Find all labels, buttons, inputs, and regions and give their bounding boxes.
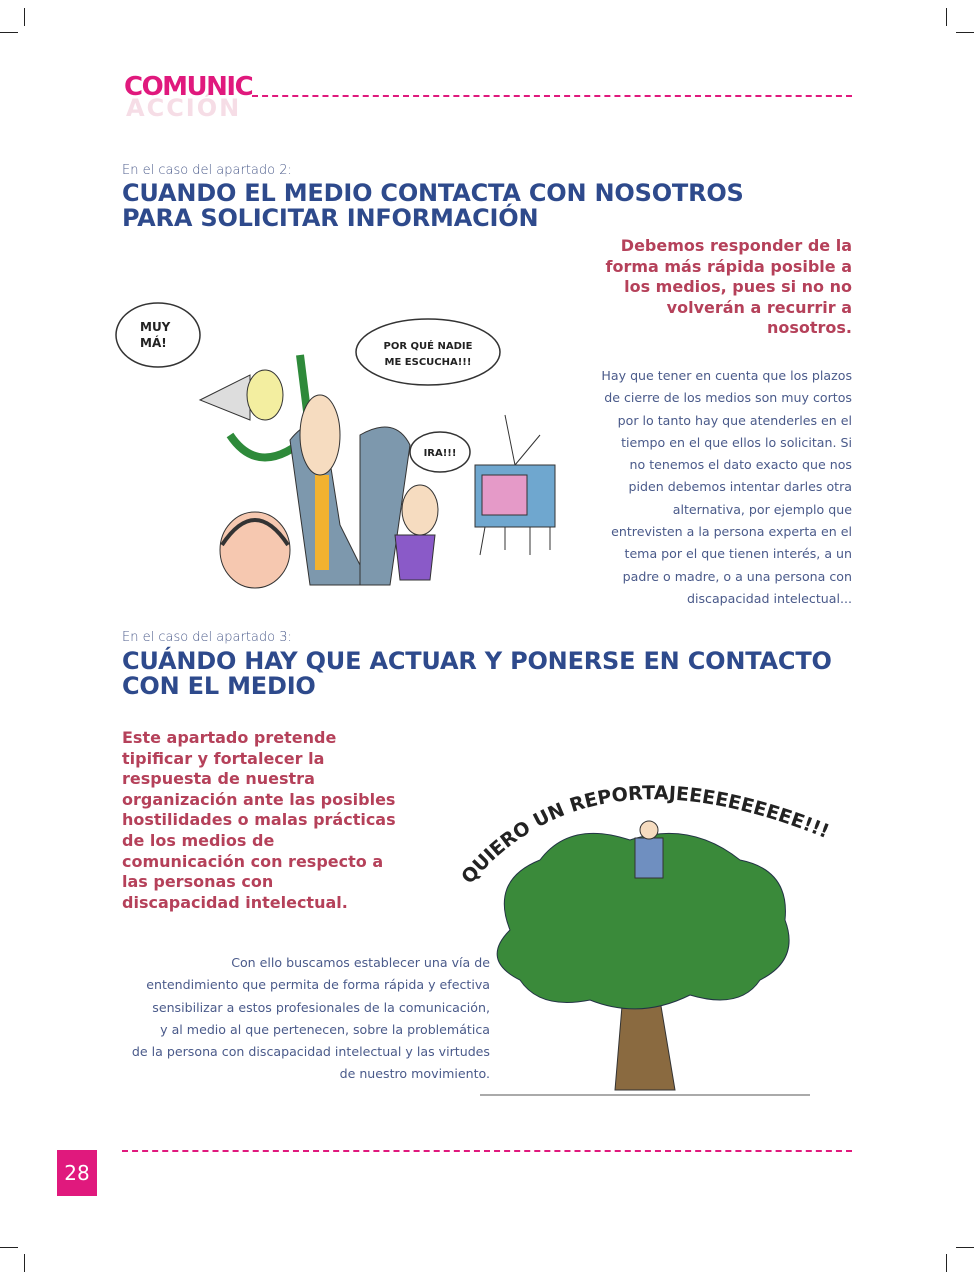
lead-line: organización ante las posibles — [122, 789, 396, 809]
body-line: discapacidad intelectual... — [686, 590, 852, 606]
crop-mark — [24, 8, 25, 26]
section2-body — [601, 365, 852, 610]
lead-line: hostilidades o malas prácticas — [122, 810, 396, 830]
section2-kicker: En el caso del apartado 2: — [122, 163, 292, 178]
section3-title — [122, 649, 832, 699]
logo-accion: ACCIÓN — [126, 94, 242, 122]
body-line: sensibilizar a estos profesionales de la comunicación, — [152, 999, 490, 1015]
lead-line: Debemos responder de la — [620, 236, 852, 255]
section2-title — [122, 181, 744, 231]
title-line: PARA SOLICITAR INFORMACIÓN — [122, 204, 539, 232]
man-in-tree — [635, 838, 663, 878]
lead-line: respuesta de nuestra — [122, 769, 315, 789]
title-line: CON EL MEDIO — [122, 672, 316, 700]
body-line: padre o madre, o a una persona con — [622, 568, 852, 584]
bubble-text: IRA!!! — [423, 448, 457, 459]
body-line: Hay que tener en cuenta que los plazos — [601, 368, 852, 383]
crop-mark — [946, 1254, 947, 1272]
body-line: entrevisten a la persona experta en el — [611, 524, 852, 540]
lead-line: volverán a recurrir a — [666, 297, 852, 317]
body-line: piden debemos intentar darles otra — [628, 479, 852, 495]
body-line: Con ello buscamos establecer una vía de — [231, 955, 490, 970]
body-line: no tenemos el dato exacto que nos — [629, 457, 852, 473]
crop-mark — [0, 1247, 18, 1248]
tree-reportaje-illustration — [440, 760, 840, 1105]
body-line: tiempo en el que ellos lo solicitan. Si — [621, 434, 852, 450]
media-cartoon-illustration — [110, 295, 570, 605]
body-line: entendimiento que permita de forma rápida y efectiva — [146, 977, 490, 993]
section3-body — [132, 952, 490, 1086]
body-line: tema por el que tienen interés, a un — [624, 546, 852, 562]
body-line: alternativa, por ejemplo que — [672, 501, 852, 517]
page-number: 28 — [57, 1150, 97, 1196]
body-line: y al medio al que pertenecen, sobre la problemática — [160, 1021, 490, 1037]
title-line: CUANDO EL MEDIO CONTACTA CON NOSOTROS — [122, 179, 744, 207]
lead-line: de los medios de — [122, 830, 275, 850]
body-line: de la persona con discapacidad intelectual y las virtudes — [131, 1044, 490, 1060]
header-divider — [252, 95, 852, 97]
lead-line: Este apartado pretende — [122, 728, 337, 747]
section3-lead — [122, 728, 396, 913]
crop-mark — [956, 1247, 974, 1248]
bubble-text: ME ESCUCHA!!! — [384, 357, 472, 368]
lead-line: forma más rápida posible a — [605, 256, 852, 276]
bubble-text: POR QUÉ NADIE — [383, 341, 473, 352]
section2-lead — [606, 236, 853, 339]
bubble-text: MÁ! — [140, 336, 167, 350]
lead-line: comunicación con respecto a — [122, 851, 384, 871]
logo-comunic: COMUNIC — [124, 72, 253, 102]
tree-caption-path: QUIERO UN REPORTAJEEEEEEEEEE!!! — [457, 782, 833, 889]
crop-mark — [956, 32, 974, 33]
footer-divider — [122, 1150, 852, 1152]
section3-kicker: En el caso del apartado 3: — [122, 630, 292, 645]
lead-line: nosotros. — [766, 318, 852, 338]
crop-mark — [0, 32, 18, 33]
body-line: por lo tanto hay que atenderles en el — [617, 412, 852, 428]
lead-line: los medios, pues si no no — [624, 277, 852, 297]
body-line: de nuestro movimiento. — [339, 1066, 490, 1082]
lead-line: tipificar y fortalecer la — [122, 748, 325, 768]
crop-mark — [946, 8, 947, 26]
bubble-text: MUY — [140, 320, 171, 334]
lead-line: discapacidad intelectual. — [122, 892, 348, 912]
body-line: de cierre de los medios son muy cortos — [604, 390, 852, 406]
crop-mark — [24, 1254, 25, 1272]
title-line: CUÁNDO HAY QUE ACTUAR Y PONERSE EN CONTACTO — [122, 647, 832, 675]
lead-line: las personas con — [122, 872, 274, 892]
